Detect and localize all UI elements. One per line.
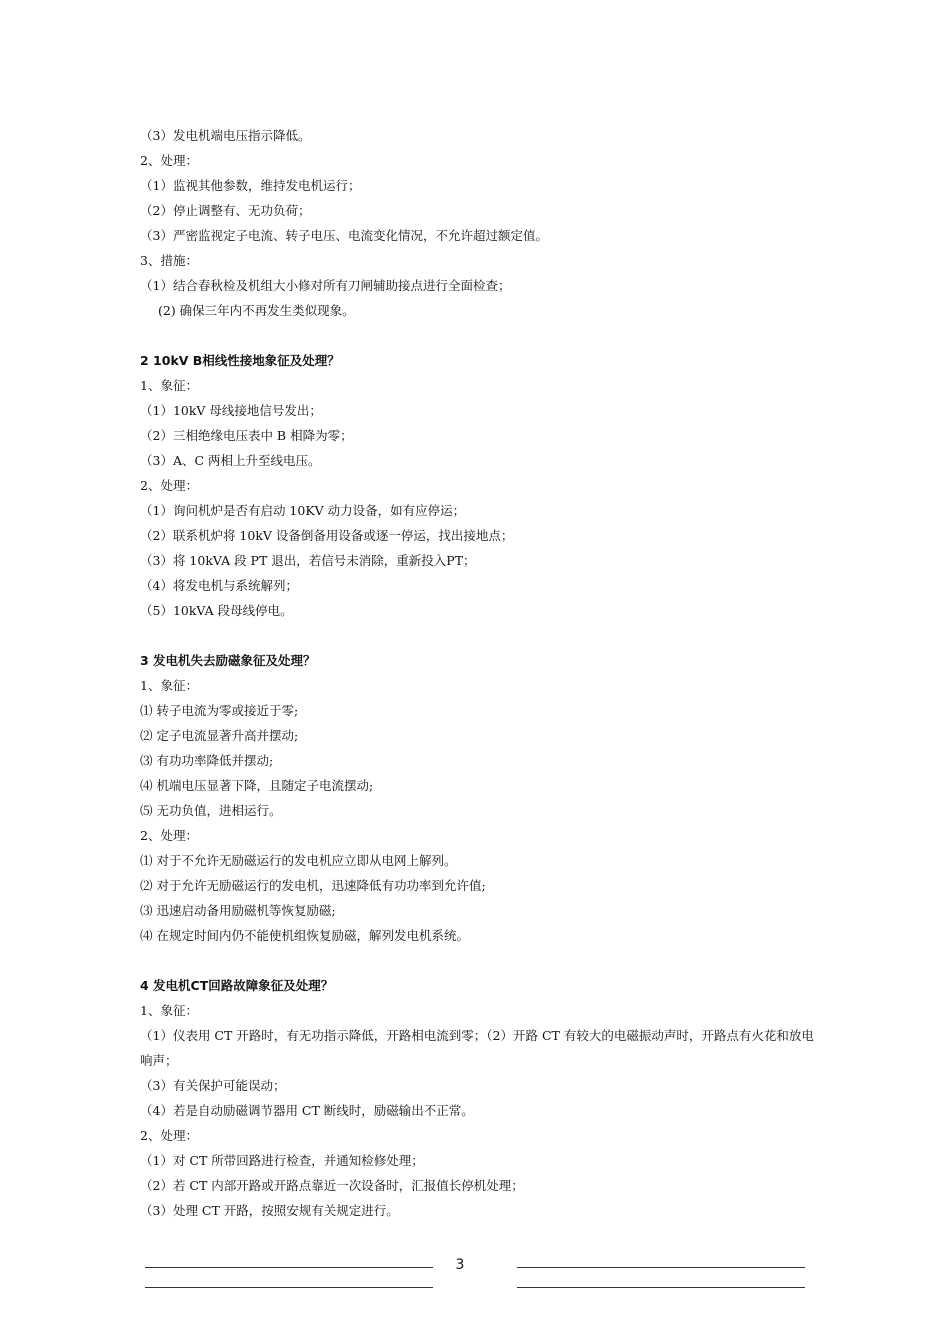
text-line: 2、处理： (140, 478, 198, 493)
list-item: （3）发电机端电压指示降低。 (140, 128, 311, 143)
text-line: 1、象征： (140, 378, 198, 393)
list-item: （2）若 CT 内部开路或开路点靠近一次设备时，汇报值长停机处理； (140, 1178, 524, 1193)
text-line: 1、象征： (140, 1003, 198, 1018)
section-spacer (140, 948, 820, 973)
section-heading: 2 10kV B相线性接地象征及处理？ (140, 353, 340, 368)
text-line: ⑵ 定子电流显著升高并摆动; (140, 728, 299, 743)
footer-rule-right-top (517, 1267, 805, 1268)
list-item: （2）三相绝缘电压表中 B 相降为零； (140, 428, 353, 443)
list-item: （1）10kV 母线接地信号发出； (140, 403, 322, 418)
section-spacer (140, 323, 820, 348)
list-item: (2) 确保三年内不再发生类似现象。 (158, 303, 355, 318)
text-line: ⑶ 迅速启动备用励磁机等恢复励磁; (140, 903, 336, 918)
page-number: 3 (455, 1257, 465, 1273)
list-item: （1）询问机炉是否有启动 10KV 动力设备，如有应停运； (140, 503, 466, 518)
text-line: ⑶ 有功功率降低并摆动; (140, 753, 274, 768)
list-item: （3）处理 CT 开路，按照安规有关规定进行。 (140, 1203, 399, 1218)
list-item: （1）监视其他参数，维持发电机运行； (140, 178, 361, 193)
list-item: （4）若是自动励磁调节器用 CT 断线时，励磁输出不正常。 (140, 1103, 474, 1118)
footer-rule-left-bottom (145, 1287, 433, 1288)
text-line: 2、处理： (140, 1128, 198, 1143)
list-item: （5）10kVA 段母线停电。 (140, 603, 293, 618)
paragraph-line: （1）仪表用 CT 开路时，有无功指示降低，开路相电流到零；（2）开路 CT 有较大的电磁振动声时，开路点有火花和放电响声； (140, 1028, 814, 1068)
list-item: （4）将发电机与系统解列； (140, 578, 298, 593)
text-line: 1、象征： (140, 678, 198, 693)
list-item: （1）结合春秋检及机组大小修对所有刀闸辅助接点进行全面检查； (140, 278, 511, 293)
document-body (140, 123, 820, 1223)
list-item: （2）联系机炉将 10kV 设备倒备用设备或逐一停运，找出接地点； (140, 528, 514, 543)
section-heading: 4 发电机CT回路故障象征及处理？ (140, 978, 334, 993)
list-item: （1）对 CT 所带回路进行检查，并通知检修处理； (140, 1153, 424, 1168)
text-line: ⑷ 机端电压显著下降，且随定子电流摆动; (140, 778, 374, 793)
text-line: ⑵ 对于允许无励磁运行的发电机，迅速降低有功功率到允许值; (140, 878, 486, 893)
list-item: （3）A、C 两相上升至线电压。 (140, 453, 321, 468)
section-heading: 3 发电机失去励磁象征及处理？ (140, 653, 316, 668)
section-spacer (140, 623, 820, 648)
text-line: 2、处理： (140, 153, 198, 168)
list-item: （3）有关保护可能误动； (140, 1078, 286, 1093)
text-line: ⑴ 对于不允许无励磁运行的发电机应立即从电网上解列。 (140, 853, 457, 868)
list-item: （3）严密监视定子电流、转子电压、电流变化情况，不允许超过额定值。 (140, 228, 548, 243)
text-line: ⑴ 转子电流为零或接近于零; (140, 703, 299, 718)
footer-rule-left-top (145, 1267, 433, 1268)
list-item: （2）停止调整有、无功负荷； (140, 203, 311, 218)
text-line: ⑷ 在规定时间内仍不能使机组恢复励磁，解列发电机系统。 (140, 928, 469, 943)
text-line: 2、处理： (140, 828, 198, 843)
text-line: 3、措施： (140, 253, 198, 268)
list-item: （3）将 10kVA 段 PT 退出，若信号未消除，重新投入PT； (140, 553, 476, 568)
footer-rule-right-bottom (517, 1287, 805, 1288)
page-footer (0, 1255, 950, 1295)
text-line: ⑸ 无功负值，进相运行。 (140, 803, 282, 818)
